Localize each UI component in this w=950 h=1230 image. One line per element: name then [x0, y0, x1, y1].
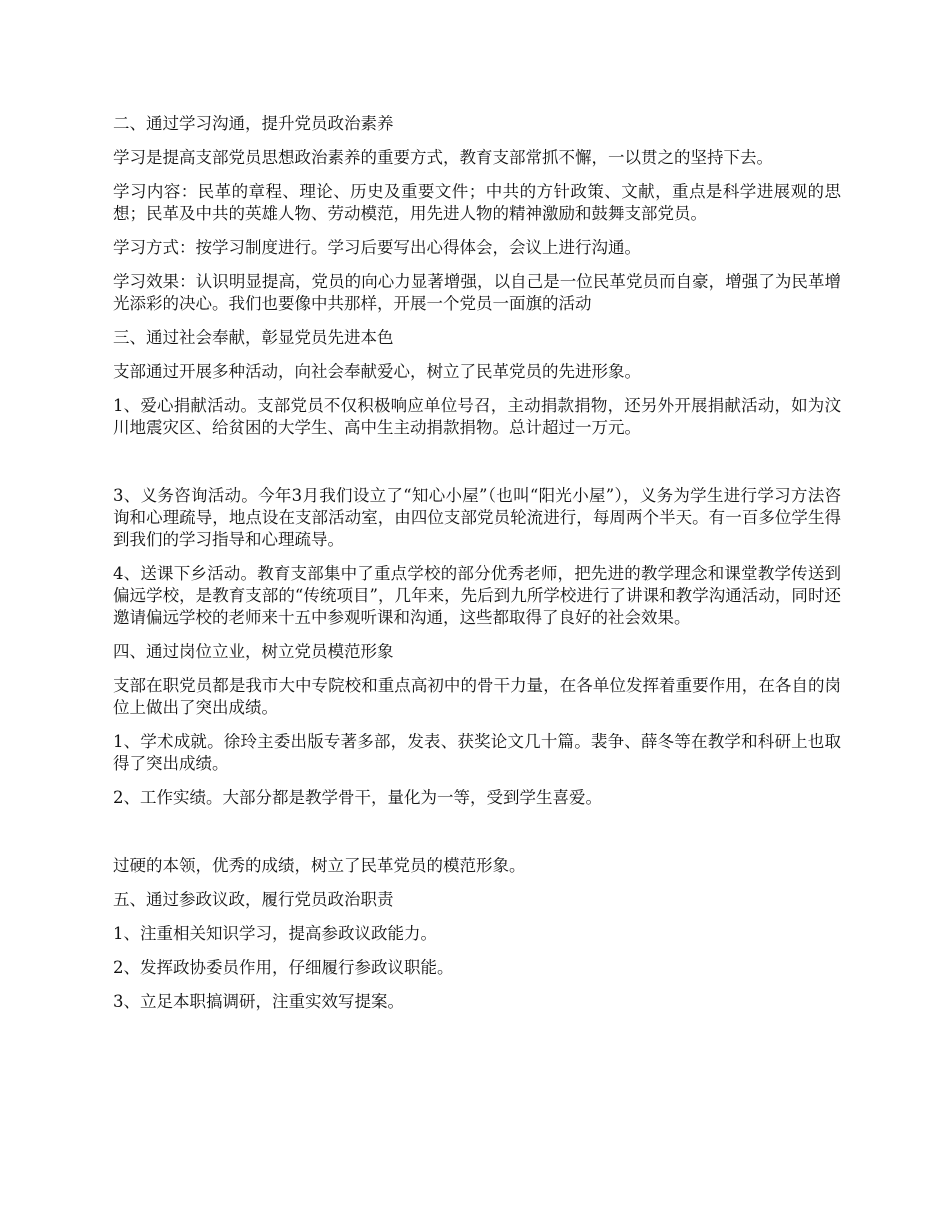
paragraph: 学习方式：按学习制度进行。学习后要写出心得体会，会议上进行沟通。 — [113, 238, 641, 257]
section-heading-2: 二、通过学习沟通，提升党员政治素养 — [113, 114, 394, 133]
paragraph: 3、义务咨询活动。今年3月我们设立了“知心小屋”（也叫“阳光小屋”），义务为学生进行学习方法咨询和心理疏导，地点设在支部活动室，由四位支部党员轮流进行，每周两个半天。有一百多位学生得到我们的学习指导和心理疏导。 — [113, 486, 841, 549]
paragraph: 2、工作实绩。大部分都是教学骨干，量化为一等，受到学生喜爱。 — [113, 788, 602, 807]
paragraph: 支部通过开展多种活动，向社会奉献爱心，树立了民革党员的先进形象。 — [113, 362, 641, 381]
paragraph: 2、发挥政协委员作用，仔细履行参政议职能。 — [113, 958, 454, 977]
paragraph: 3、立足本职搞调研，注重实效写提案。 — [113, 992, 404, 1011]
blank-gap — [113, 821, 841, 855]
paragraph: 支部在职党员都是我市大中专院校和重点高初中的骨干力量，在各单位发挥着重要作用，在各自的岗位上做出了突出成绩。 — [113, 676, 841, 717]
section-heading-5: 五、通过参政议政，履行党员政治职责 — [113, 890, 394, 909]
blank-gap — [113, 451, 841, 485]
paragraph: 1、爱心捐献活动。支部党员不仅积极响应单位号召，主动捐款捐物，还另外开展捐献活动，如为汶川地震灾区、给贫困的大学生、高中生主动捐款捐物。总计超过一万元。 — [113, 396, 841, 437]
paragraph: 学习效果：认识明显提高，党员的向心力显著增强，以自己是一位民革党员而自豪，增强了为民革增光添彩的决心。我们也要像中共那样，开展一个党员一面旗的活动 — [113, 272, 841, 313]
paragraph: 过硬的本领，优秀的成绩，树立了民革党员的模范形象。 — [113, 856, 526, 875]
document-body — [113, 113, 841, 1025]
paragraph: 学习内容：民革的章程、理论、历史及重要文件；中共的方针政策、文献，重点是科学进展观的思想；民革及中共的英雄人物、劳动模范，用先进人物的精神激励和鼓舞支部党员。 — [113, 182, 841, 223]
section-heading-4: 四、通过岗位立业，树立党员模范形象 — [113, 642, 394, 661]
paragraph: 学习是提高支部党员思想政治素养的重要方式，教育支部常抓不懈，一以贯之的坚持下去。 — [113, 148, 773, 167]
paragraph: 4、送课下乡活动。教育支部集中了重点学校的部分优秀老师，把先进的教学理念和课堂教学传送到偏远学校，是教育支部的“传统项目”，几年来，先后到九所学校进行了讲课和教学沟通活动，同时还邀请偏远学校的老师来十五中参观听课和沟通，这些都取得了良好的社会效果。 — [113, 564, 841, 627]
paragraph: 1、注重相关知识学习，提高参政议政能力。 — [113, 924, 437, 943]
section-heading-3: 三、通过社会奉献，彰显党员先进本色 — [113, 328, 394, 347]
paragraph: 1、学术成就。徐玲主委出版专著多部，发表、获奖论文几十篇。裴争、薛冬等在教学和科研上也取得了突出成绩。 — [113, 732, 841, 773]
